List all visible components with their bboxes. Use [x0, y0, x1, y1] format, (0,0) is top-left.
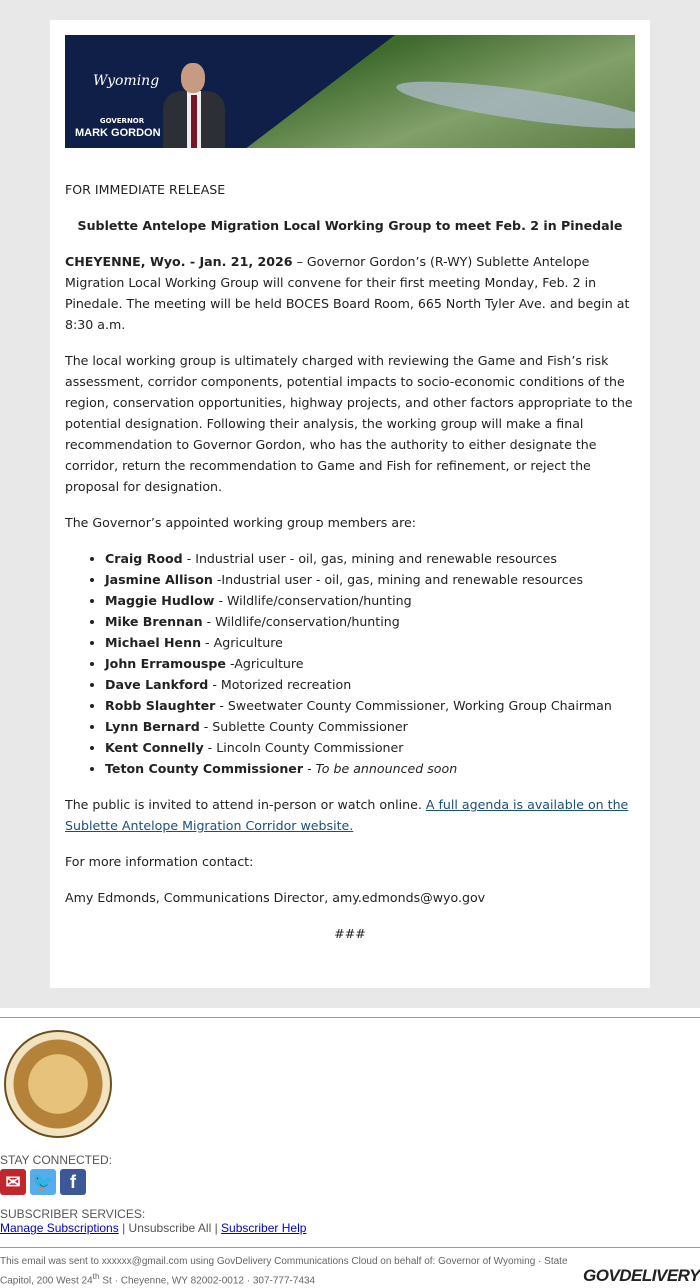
- tie: [191, 95, 197, 148]
- member-item: [105, 758, 635, 779]
- member-item: [105, 716, 635, 737]
- subscriber-help-link[interactable]: Subscriber Help: [221, 1221, 307, 1235]
- members-list: [105, 548, 635, 779]
- subscriber-services-label: SUBSCRIBER SERVICES:: [0, 1207, 146, 1221]
- member-name: John Erramouspe: [105, 656, 226, 671]
- governor-photo: [163, 63, 225, 148]
- member-name: Dave Lankford: [105, 677, 209, 692]
- stay-connected-label: STAY CONNECTED:: [0, 1153, 113, 1167]
- agenda-link[interactable]: A full agenda is available on the Sublette Antelope Migration Corridor website.: [65, 797, 629, 833]
- facebook-icon[interactable]: f: [60, 1169, 86, 1195]
- governor-banner: [65, 35, 635, 148]
- wyoming-logo: Wyoming: [93, 73, 160, 89]
- govdelivery-logo[interactable]: GOVDELIVERY: [583, 1266, 700, 1285]
- fine-print-1: This email was sent to xxxxxx@gmail.com using GovDelivery Communications Cloud on behalf of: Governor of Wyoming · State Capitol, 200 West 24: [0, 1256, 568, 1287]
- member-role: - Wildlife/conservation/hunting: [214, 593, 412, 608]
- member-item: [105, 674, 635, 695]
- separator: |: [211, 1221, 222, 1235]
- river-image: [394, 72, 635, 138]
- email-icon[interactable]: ✉: [0, 1169, 26, 1195]
- governor-name: MARK GORDON: [75, 127, 161, 139]
- fine-print-2: St · Cheyenne, WY 82002-0012 · 307-777-7434: [99, 1275, 316, 1287]
- paragraph-4-text: The public is invited to attend in-person or watch online.: [65, 797, 426, 812]
- member-item: [105, 611, 635, 632]
- member-role: - Sweetwater County Commissioner, Working Group Chairman: [215, 698, 612, 713]
- email-card: [50, 20, 650, 988]
- member-role: - Sublette County Commissioner: [199, 719, 408, 734]
- fine-print: [0, 1254, 575, 1288]
- member-role: -Agriculture: [225, 656, 304, 671]
- paragraph-3: The Governor’s appointed working group members are:: [65, 515, 416, 530]
- paragraph-1-text: – Governor Gordon’s (R-WY) Sublette Antelope Migration Local Working Group will convene for their first meeting Monday, Feb. 2 in Pinedale. The meeting will be held BOCES Board Room, 665 North Tyler Ave. and begin at 8:30 a.m.: [65, 254, 630, 332]
- member-name: Michael Henn: [105, 635, 202, 650]
- governor-label: GOVERNOR: [99, 117, 145, 125]
- member-name: Robb Slaughter: [105, 698, 216, 713]
- member-name: Mike Brennan: [105, 614, 203, 629]
- headline: Sublette Antelope Migration Local Working Group to meet Feb. 2 in Pinedale: [77, 218, 623, 233]
- head: [181, 63, 205, 93]
- member-name: Maggie Hudlow: [105, 593, 215, 608]
- member-item: [105, 695, 635, 716]
- separator: |: [118, 1221, 129, 1235]
- paragraph-2: The local working group is ultimately charged with reviewing the Game and Fish’s risk assessment, corridor components, potential impacts to socio-economic conditions of the region, conservation opportunities, highway projects, and other factors appropriate to the potential designation. Following their analysis, the working group will make a final recommendation to Governor Gordon, who has the authority to either designate the corridor, return the recommendation to Game and Fish for refinement, or reject the proposal for designation.: [65, 353, 633, 494]
- member-role: - Motorized recreation: [208, 677, 352, 692]
- manage-subscriptions-link[interactable]: Manage Subscriptions: [0, 1221, 119, 1235]
- member-name: Teton County Commissioner: [105, 761, 304, 776]
- member-item: [105, 632, 635, 653]
- member-name: Lynn Bernard: [105, 719, 200, 734]
- footer-divider: [0, 1017, 700, 1018]
- unsubscribe-all-link[interactable]: Unsubscribe All: [128, 1221, 212, 1235]
- member-role: -: [303, 761, 316, 776]
- member-name: Kent Connelly: [105, 740, 204, 755]
- footer: [0, 1017, 700, 1288]
- member-name: Craig Rood: [105, 551, 183, 566]
- great-seal-of-wyoming: [4, 1030, 112, 1138]
- member-item: [105, 737, 635, 758]
- release-label: FOR IMMEDIATE RELEASE: [65, 182, 226, 197]
- end-mark: ###: [334, 926, 366, 941]
- member-role: - Wildlife/conservation/hunting: [202, 614, 400, 629]
- member-item: [105, 590, 635, 611]
- subscriber-links: [0, 1221, 700, 1235]
- member-item: [105, 548, 635, 569]
- twitter-icon[interactable]: 🐦: [30, 1169, 56, 1195]
- member-role-note: To be announced soon: [315, 761, 458, 776]
- member-role: -Industrial user - oil, gas, mining and renewable resources: [212, 572, 584, 587]
- paragraph-1: [65, 251, 635, 335]
- member-item: [105, 569, 635, 590]
- paragraph-5: For more information contact:: [65, 854, 254, 869]
- contact-line: Amy Edmonds, Communications Director, amy.edmonds@wyo.gov: [65, 890, 486, 905]
- dateline: CHEYENNE, Wyo. - Jan. 21, 2026: [65, 254, 293, 269]
- member-item: [105, 653, 635, 674]
- member-name: Jasmine Allison: [105, 572, 213, 587]
- member-role: - Lincoln County Commissioner: [203, 740, 404, 755]
- paragraph-4: [65, 794, 635, 836]
- member-role: - Agriculture: [201, 635, 283, 650]
- fine-sup: th: [92, 1271, 100, 1281]
- member-role: - Industrial user - oil, gas, mining and renewable resources: [182, 551, 557, 566]
